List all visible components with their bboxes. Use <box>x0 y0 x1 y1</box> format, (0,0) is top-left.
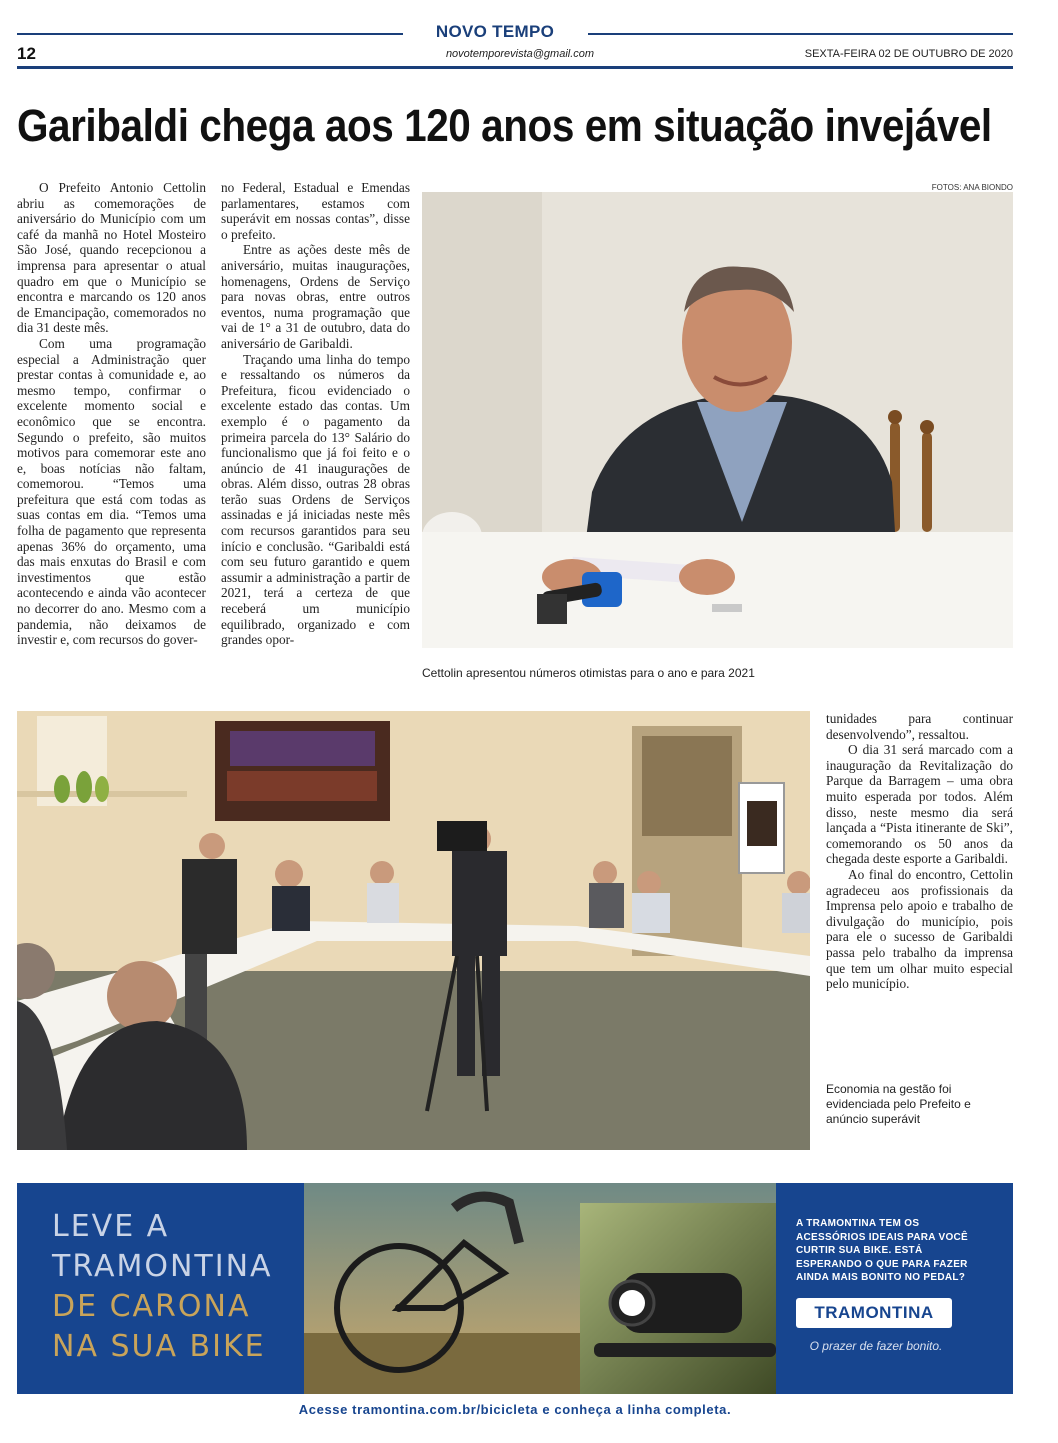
paragraph: Traçando uma linha do tempo e ressaltando os números da Prefeitura, ficou evidenciado o excelente estado das contas. Um exemplo é o pagamento da primeira parcela do 13° Salário do funcionalismo que já foi feito e o anúncio de 41 inaugurações de obras. Além disso, outras 28 obras terão suas Ordens de Serviços assinadas e já iniciadas neste mês com recursos garantidos para seu início e conclusão. “Garibaldi está com seu futuro garantido e quem assumir a administração a partir de 2021, terá a certeza de que receberá um município equilibrado, organizado e com grandes opor- <box>221 351 410 648</box>
photo-caption-2: Economia na gestão foi evidenciada pelo Prefeito e anúncio superávit <box>826 1082 971 1126</box>
ad-headline-line-2: TRAMONTINA <box>52 1249 273 1284</box>
paragraph-continuation: tunidades para continuar desenvolvendo”, ressaltou. <box>826 711 1013 742</box>
paragraph: Entre as ações deste mês de aniversário, muitas inaugurações, homenagens, Ordens de Serviço para novas obras, entre outros eventos, numa programação que vai de 1° a 31 de outubro, data do aniversário de Garibaldi. <box>221 242 410 351</box>
header-rule-right <box>588 33 1013 35</box>
issue-date: SEXTA-FEIRA 02 DE OUTUBRO DE 2020 <box>804 48 1013 60</box>
ad-headline-line-1: LEVE A <box>52 1209 170 1244</box>
photo-room-illustration <box>17 711 810 1150</box>
paragraph: O dia 31 será marcado com a inauguração da Revitalização do Parque da Barragem – uma obra muito esperada por todos. Além disso, neste mesmo dia será lançada a “Pista itinerante de Ski”, comemorando os 50 anos da chegada deste esporte a Garibaldi. <box>826 742 1013 867</box>
contact-email[interactable]: novotemporevista@gmail.com <box>445 48 595 60</box>
paragraph: Ao final do encontro, Cettolin agradeceu aos profissionais da Imprensa pelo apoio e trabalho de divulgação do município, pois para ele o sucesso de Garibaldi passa pelo trabalho da imprensa que tem um olhar muito especial pelo município. <box>826 866 1013 992</box>
header-rule-bottom <box>17 66 1013 69</box>
ad-headline-line-4: NA SUA BIKE <box>52 1329 266 1364</box>
paragraph-continuation: no Federal, Estadual e Emendas parlamentares, estamos com superávit em nossas contas”, disse o prefeito. <box>221 180 410 242</box>
ad-slogan: O prazer de fazer bonito. <box>809 1339 943 1353</box>
ad-headline-line-3: DE CARONA <box>52 1289 251 1324</box>
photo-press-conference <box>17 711 810 1150</box>
article-column-3 <box>826 711 1013 992</box>
tramontina-logo[interactable]: TRAMONTINA <box>796 1298 952 1328</box>
photo-caption-1: Cettolin apresentou números otimistas para o ano e para 2021 <box>422 666 755 680</box>
photo-mayor-speaking <box>422 192 1013 648</box>
header-rule-left <box>17 33 403 35</box>
photo-mayor-illustration <box>422 192 1013 648</box>
paragraph: O Prefeito Antonio Cettolin abriu as comemorações de aniversário do Município com um café da manhã no Hotel Mosteiro São José, quando recepcionou a imprensa para apresentar o atual quadro em que o Município se encontra e marcando os 120 anos de Emancipação, comemorados no dia 31 deste mês. <box>17 180 206 336</box>
paragraph: Com uma programação especial a Administração quer prestar contas à comunidade e, ao mesmo tempo, confirmar o excelente momento social e econômico que se encontra. Segundo o prefeito, são muitos motivos para comemorar este ano e, boas notícias não faltam, comemorou. “Temos uma prefeitura que está com todas as suas contas em dia. “Temos uma folha de pagamento que representa apenas 36% do orçamento, uma das mais enxutas do Brasil e com investimentos que estão acontecendo e ainda vão acontecer no decorrer do ano. Mesmo com a pandemia, não deixamos de investir e, com recursos do gover- <box>17 335 206 648</box>
article-headline: Garibaldi chega aos 120 anos em situação invejável <box>17 100 992 151</box>
photo-credit: FOTOS: ANA BIONDO <box>931 183 1013 192</box>
ad-body-copy: A TRAMONTINA TEM OS ACESSÓRIOS IDEAIS PARA VOCÊ CURTIR SUA BIKE. ESTÁ ESPERANDO O QUE PARA FAZER AINDA MAIS BONITO NO PEDAL? <box>796 1218 969 1283</box>
article-column-2 <box>221 180 410 648</box>
ad-bike-photo <box>304 1183 776 1394</box>
article-column-1 <box>17 180 206 648</box>
page-number: 12 <box>17 44 36 63</box>
masthead: NOVO TEMPO <box>435 22 555 41</box>
ad-website-link[interactable]: Acesse tramontina.com.br/bicicleta e conheça a linha completa. <box>298 1402 732 1417</box>
ad-right-panel <box>776 1183 1013 1394</box>
